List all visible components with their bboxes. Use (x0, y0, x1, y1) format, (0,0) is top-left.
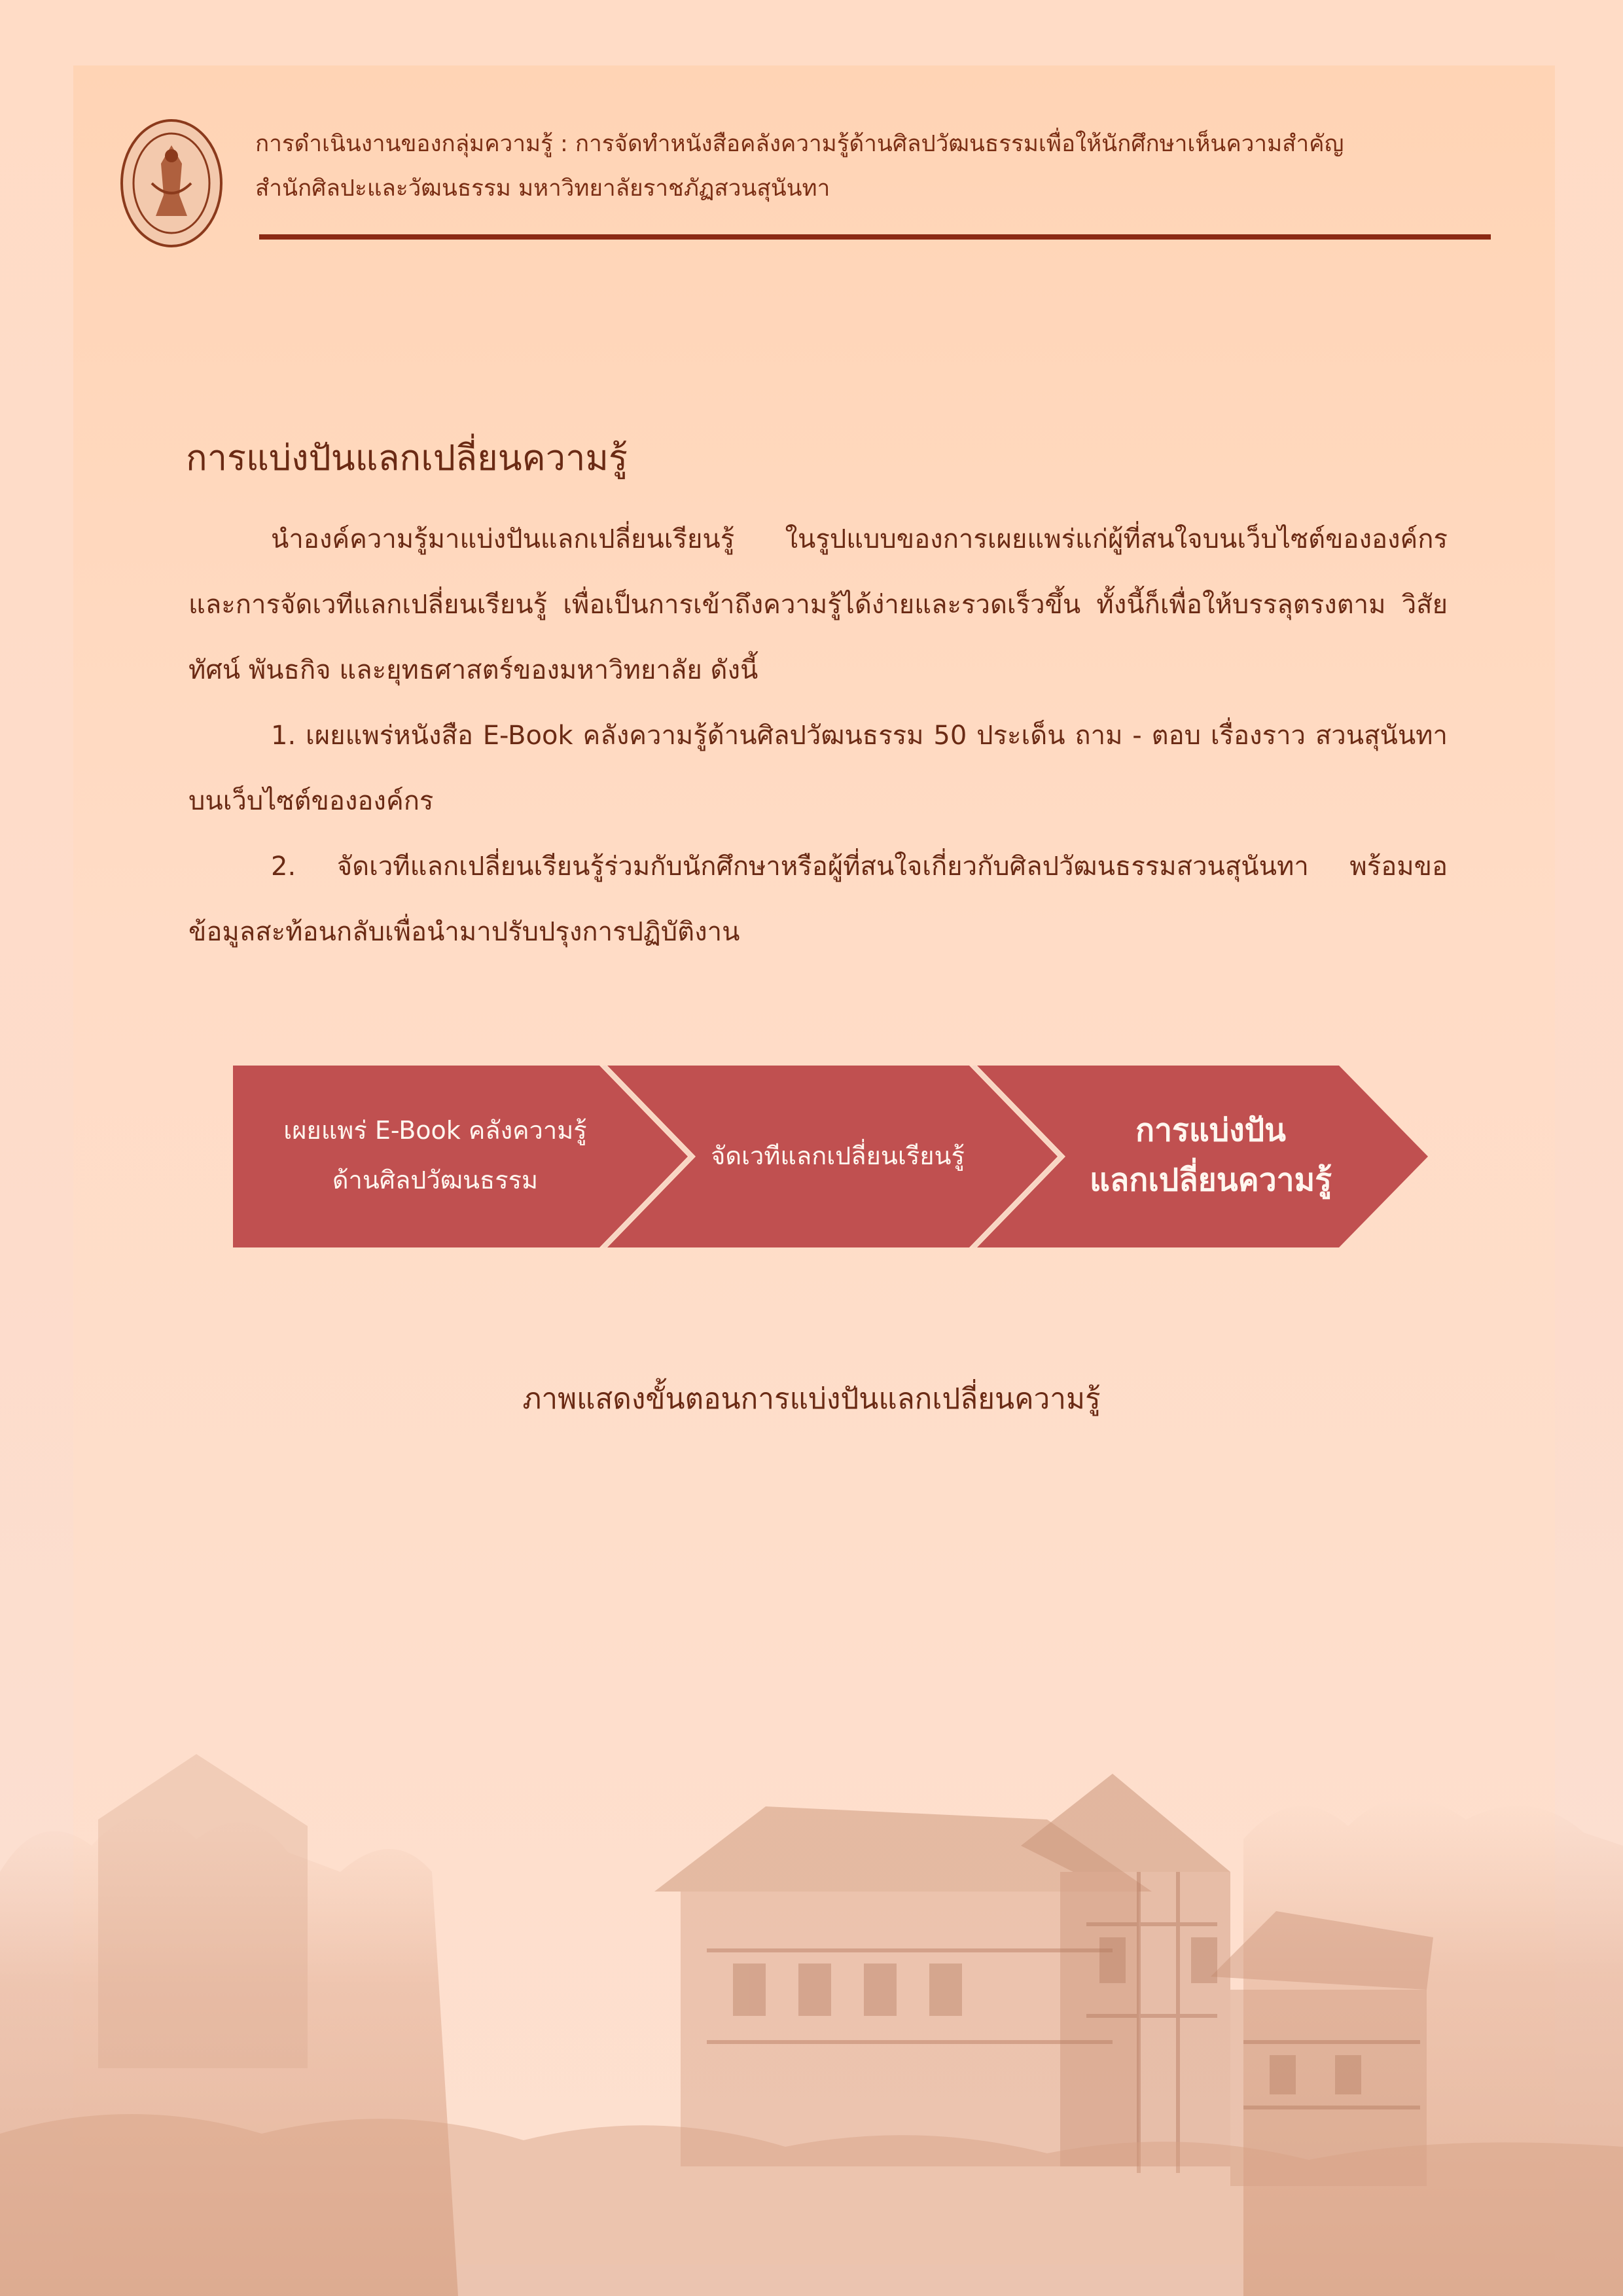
section-title: การแบ่งปันแลกเปลี่ยนความรู้ (186, 437, 628, 478)
flow-step-3-line2: แลกเปลี่ยนความรู้ (1089, 1162, 1332, 1198)
flow-step-1-line2: ด้านศิลปวัฒนธรรม (332, 1166, 539, 1194)
list-item-2: 2. จัดเวทีแลกเปลี่ยนเรียนรู้ร่วมกับนักศึกษาหรือผู้ที่สนใจเกี่ยวกับศิลปวัฒนธรรมสวนสุนันทา พร้อมขอ ข้อมูลสะท้อนกลับเพื่อนำมาปรับปรุงการปฏิบัติงาน (188, 852, 1448, 947)
header-divider (259, 234, 1491, 240)
list-item-1: 1. เผยแพร่หนังสือ E-Book คลังความรู้ด้านศิลปวัฒนธรรม 50 ประเด็น ถาม - ตอบ เรื่องราว สวนสุนันทา บนเว็บไซต์ขององค์กร (188, 721, 1448, 816)
header-title: การดำเนินงานของกลุ่มความรู้ : การจัดทำหนังสือคลังความรู้ด้านศิลปวัฒนธรรมเพื่อให้นักศึกษาเห็นความสำคัญ (255, 131, 1344, 157)
flow-step-1-label (262, 1093, 609, 1217)
flow-step-1-line1: เผยแพร่ E-Book คลังความรู้ (283, 1116, 587, 1145)
header-subtitle: สำนักศิลปะและวัฒนธรรม มหาวิทยาลัยราชภัฏสวนสุนันทา (255, 175, 830, 202)
flow-step-3-line1: การแบ่งปัน (1135, 1112, 1286, 1149)
university-seal-logo (119, 118, 224, 249)
intro-paragraph: นำองค์ความรู้มาแบ่งปันแลกเปลี่ยนเรียนรู้ ในรูปแบบของการเผยแพร่แก่ผู้ที่สนใจบนเว็บไซต์ขององค์กร และการจัดเวทีแลกเปลี่ยนเรียนรู้ เพื่อเป็นการเข้าถึงความรู้ได้ง่ายและรวดเร็วขึ้น ทั้งนี้ก็เพื่อให้บรรลุตรงตาม วิสัยทัศน์ พันธกิจ และยุทธศาสตร์ของมหาวิทยาลัย ดังนี้ (188, 524, 1448, 685)
figure-caption: ภาพแสดงขั้นตอนการแบ่งปันแลกเปลี่ยนความรู้ (522, 1382, 1101, 1416)
flow-step-2-label: จัดเวทีแลกเปลี่ยนเรียนรู้ (711, 1141, 965, 1170)
house-background-illustration (0, 1676, 1623, 2296)
flow-step-3-label (1060, 1093, 1361, 1217)
